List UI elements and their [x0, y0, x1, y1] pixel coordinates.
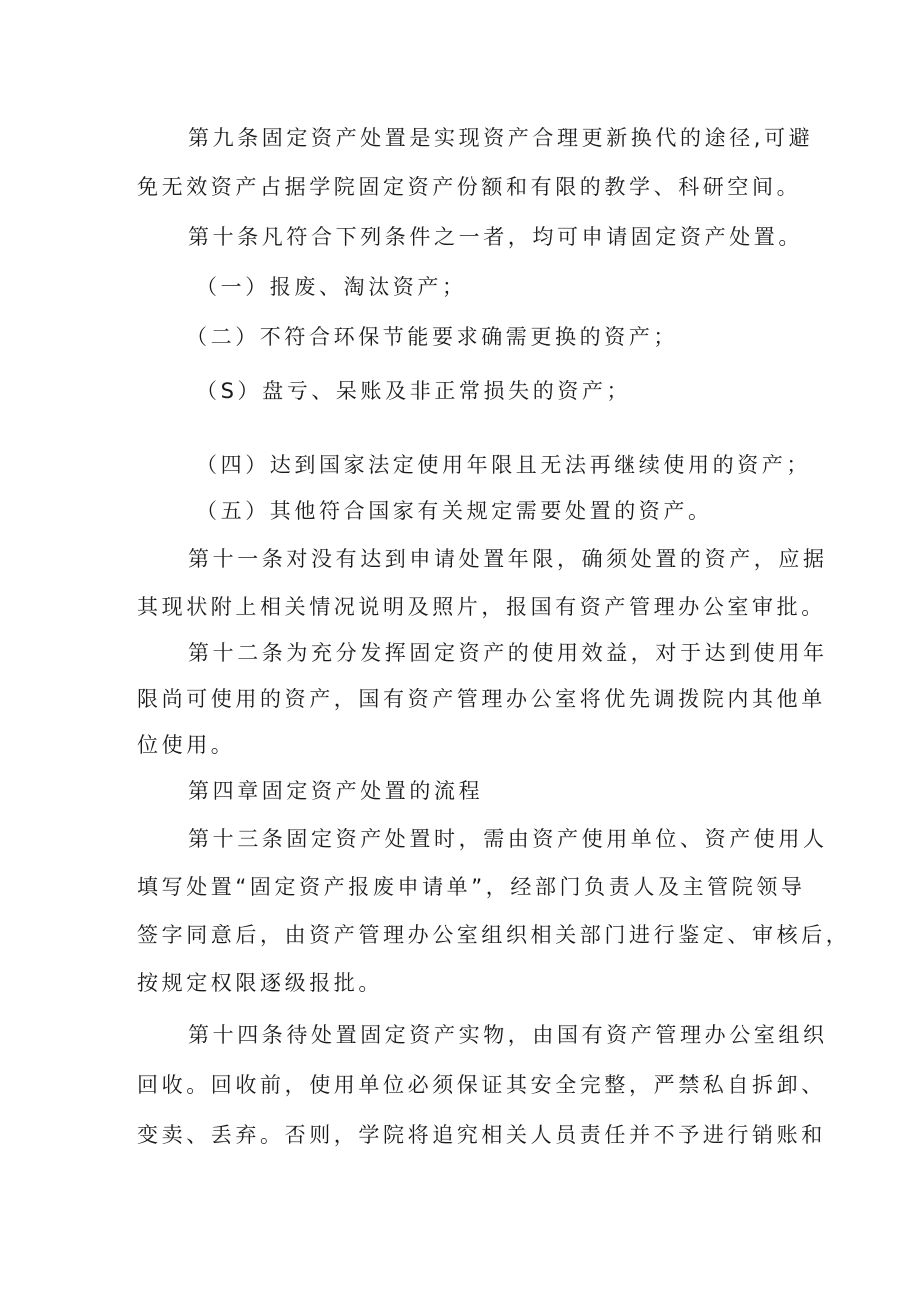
item-4-line: （四）达到国家法定使用年限且无法再继续使用的资产；	[196, 453, 811, 477]
article-13-line-1: 第十三条固定资产处置时，需由资产使用单位、资产使用人	[188, 827, 828, 851]
article-9-line-1: 第九条固定资产处置是实现资产合理更新换代的途径,可避	[188, 126, 814, 150]
item-1-line: （一）报废、淘汰资产；	[196, 275, 467, 299]
article-11-line-2: 其现状附上相关情况说明及照片，报国有资产管理办公室审批。	[137, 595, 826, 619]
article-10-line-1: 第十条凡符合下列条件之一者，均可申请固定资产处置。	[188, 225, 803, 249]
chapter-4-heading: 第四章固定资产处置的流程	[188, 779, 484, 803]
article-12-line-1: 第十二条为充分发挥固定资产的使用效益，对于达到使用年	[188, 641, 828, 665]
article-13-line-4: 按规定权限逐级报批。	[137, 971, 383, 995]
item-3-line: （S）盘亏、呆账及非正常损失的资产；	[196, 379, 632, 403]
article-11-line-1: 第十一条对没有达到申请处置年限，确须处置的资产，应据	[188, 547, 828, 571]
article-13-line-2: 填写处置“固定资产报废申请单”，经部门负责人及主管院领导	[137, 875, 806, 899]
item-2-line: （二）不符合环保节能要求确需更换的资产；	[186, 325, 678, 349]
article-14-line-1: 第十四条待处置固定资产实物，由国有资产管理办公室组织	[188, 1023, 828, 1047]
article-14-line-2: 回收。回收前，使用单位必须保证其安全完整，严禁私自拆卸、	[137, 1073, 826, 1097]
article-9-line-2: 免无效资产占据学院固定资产份额和有限的教学、科研空间。	[137, 175, 802, 199]
article-13-line-3: 签字同意后，由资产管理办公室组织相关部门进行鉴定、审核后，	[137, 923, 851, 947]
item-5-line: （五）其他符合国家有关规定需要处置的资产。	[196, 499, 713, 523]
article-14-line-3: 变卖、丢弃。否则，学院将追究相关人员责任并不予进行销账和	[137, 1123, 826, 1147]
article-12-line-3: 位使用。	[137, 733, 236, 757]
article-12-line-2: 限尚可使用的资产，国有资产管理办公室将优先调拨院内其他单	[137, 687, 826, 711]
